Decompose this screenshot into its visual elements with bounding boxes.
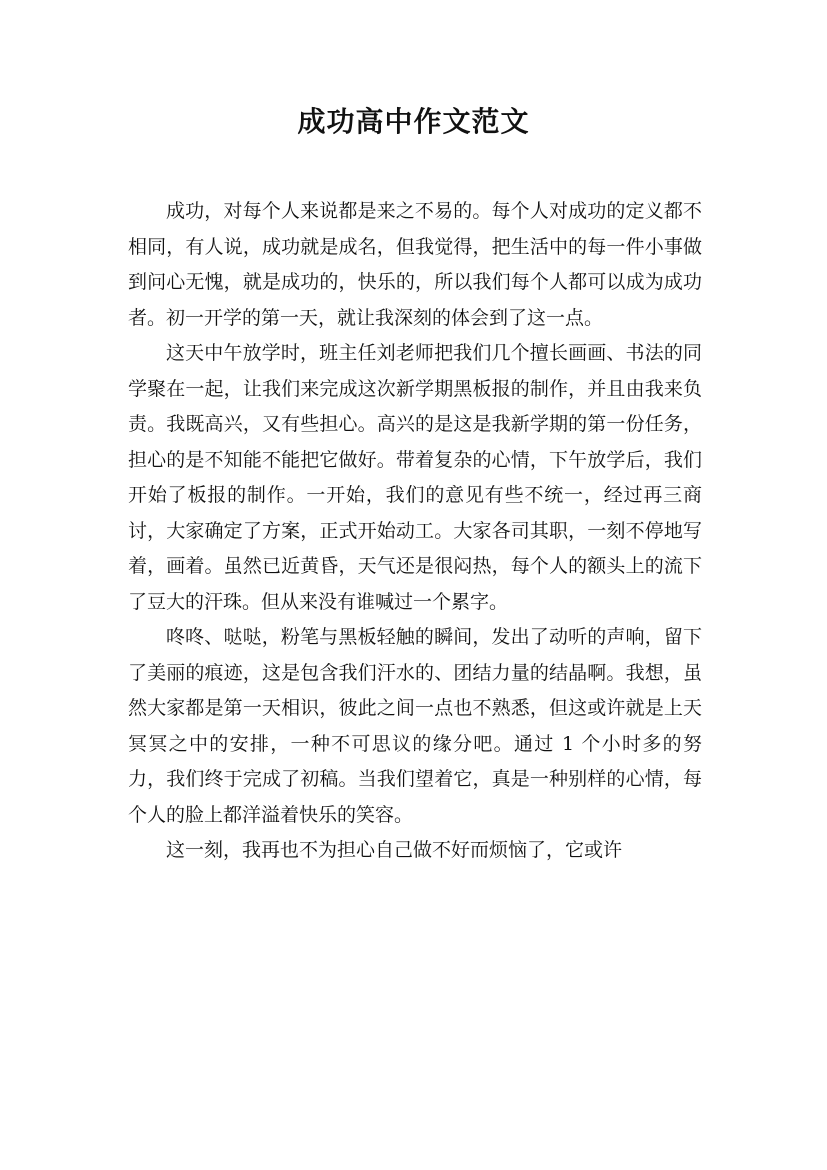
document-body bbox=[128, 194, 702, 869]
paragraph-4: 这一刻，我再也不为担心自己做不好而烦恼了，它或许 bbox=[166, 839, 623, 861]
paragraph-1: 成功，对每个人来说都是来之不易的。每个人对成功的定义都不相同，有人说，成功就是成名，但我觉得，把生活中的每一件小事做到问心无愧，就是成功的，快乐的，所以我们每个人都可以成为成功者。初一开学的第一天，就让我深刻的体会到了这一点。 bbox=[128, 200, 702, 329]
document-title: 成功高中作文范文 bbox=[297, 105, 530, 138]
paragraph-2: 这天中午放学时，班主任刘老师把我们几个擅长画画、书法的同学聚在一起，让我们来完成这次新学期黑板报的制作，并且由我来负责。我既高兴，又有些担心。高兴的是这是我新学期的第一份任务，担心的是不知能不能把它做好。带着复杂的心情，下午放学后，我们开始了板报的制作。一开始，我们的意见有些不统一，经过再三商讨，大家确定了方案，正式开始动工。大家各司其职，一刻不停地写着，画着。虽然已近黄昏，天气还是很闷热，每个人的额头上的流下了豆大的汗珠。但从来没有谁喊过一个累字。 bbox=[128, 342, 702, 613]
paragraph-3: 咚咚、哒哒，粉笔与黑板轻触的瞬间，发出了动听的声响，留下了美丽的痕迹，这是包含我们汗水的、团结力量的结晶啊。我想，虽然大家都是第一天相识，彼此之间一点也不熟悉，但这或许就是上天冥冥之中的安排，一种不可思议的缘分吧。通过 1 个小时多的努力，我们终于完成了初稿。当我们望着它，真是一种别样的心情，每个人的脸上都洋溢着快乐的笑容。 bbox=[128, 626, 702, 826]
